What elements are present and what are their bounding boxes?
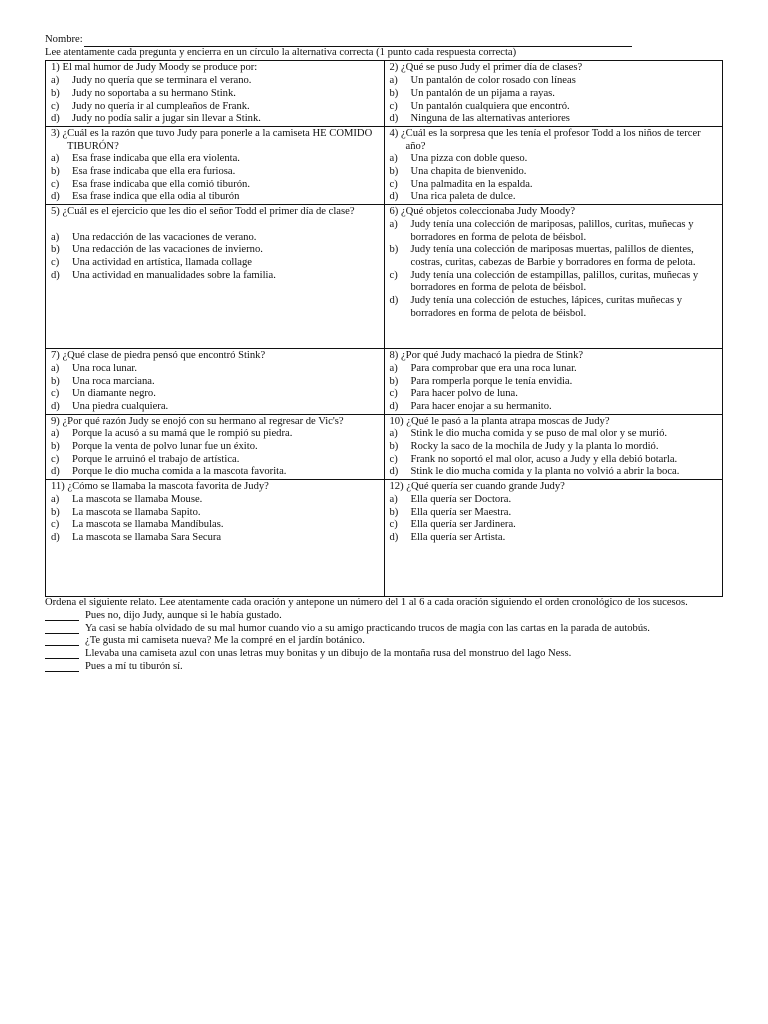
ordering-sentence: Ya casi se había olvidado de su mal humor cuando vio a su amigo practicando trucos de magia con las cartas en la parada de autobús. [85,622,650,634]
option-text: Para hacer enojar a su hermanito. [410,400,552,412]
answer-option[interactable] [390,166,720,179]
option-text: Un diamante negro. [72,388,156,400]
question-text: 4) ¿Cuál es la sorpresa que les tenía el profesor Todd a los niños de tercer año? [389,127,701,152]
ordering-sentence: Pues a mí tu tiburón sí. [85,660,183,672]
option-letter: b) [389,441,399,453]
option-text: Una redacción de las vacaciones de invierno. [72,244,263,256]
option-letter: c) [389,178,398,190]
option-text: Judy no soportaba a su hermano Stink. [72,87,236,99]
option-text: Una rica paleta de dulce. [410,191,516,203]
option-text: La mascota se llamaba Mandíbulas. [72,519,224,531]
option-text: Esa frase indicaba que ella comió tiburón. [72,178,250,190]
questions-table [45,60,723,597]
option-text: Ninguna de las alternativas anteriores [410,113,570,125]
option-text: Judy no podía salir a jugar sin llevar a Stink. [72,113,261,125]
option-letter: a) [51,231,60,243]
question-row [46,480,723,597]
answer-option[interactable] [390,113,720,126]
option-text: La mascota se llamaba Sara Secura [72,531,222,543]
order-number-blank[interactable] [45,610,79,621]
question-row [46,349,723,415]
option-letter: a) [51,362,60,374]
option-letter: d) [51,531,60,543]
option-letter: a) [389,75,398,87]
answer-option[interactable] [51,232,381,245]
option-letter: b) [389,244,399,256]
option-text: Ella quería ser Artista. [410,531,506,543]
question-text: 11) ¿Cómo se llamaba la mascota favorita de Judy? [51,481,269,493]
name-field[interactable] [84,36,632,47]
question-text: 1) El mal humor de Judy Moody se produce por: [51,62,258,74]
answer-option[interactable] [51,270,381,283]
option-letter: d) [389,191,399,203]
answer-option[interactable] [390,401,720,414]
option-text: Porque le dio mucha comida a la mascota favorita. [72,466,287,478]
question-text: 10) ¿Qué le pasó a la planta atrapa moscas de Judy? [389,415,610,427]
option-text: Judy no quería ir al cumpleaños de Frank. [72,100,250,112]
option-letter: a) [389,153,398,165]
option-text: Judy tenía una colección de estuches, lápices, curitas muñecas y borradores en forma de pelota de béisbol. [410,295,683,319]
answer-option[interactable] [390,363,720,376]
answer-option[interactable] [390,88,720,101]
answer-option[interactable] [390,441,720,454]
answer-option[interactable] [390,494,720,507]
option-letter: c) [51,453,60,465]
option-text: Judy tenía una colección de mariposas muertas, palillos de dientes, costras, curitas, cabezas de Barbie y borradores en forma de pelota. [410,244,696,268]
answer-option[interactable] [51,441,381,454]
answer-option[interactable] [51,257,381,270]
option-letter: a) [389,362,398,374]
ordering-item [45,635,723,648]
option-text: Una actividad en manualidades sobre la familia. [72,269,276,281]
answer-option[interactable] [390,388,720,401]
option-letter: c) [51,519,60,531]
question-cell [46,480,385,597]
option-letter: b) [51,441,60,453]
option-text: Judy tenía una colección de mariposas, palillos, curitas, muñecas y borradores en forma de pelota de béisbol. [410,218,694,243]
question-text: 2) ¿Qué se puso Judy el primer día de clases? [389,62,583,74]
answer-option[interactable] [390,75,720,88]
answer-option[interactable] [51,88,381,101]
question-row [46,126,723,204]
option-text: Una chapita de bienvenido. [410,166,527,178]
option-letter: a) [51,493,60,505]
option-text: Para romperla porque le tenía envidia. [410,375,573,387]
instructions: Lee atentamente cada pregunta y encierra en un círculo la alternativa correcta (1 punto cada respuesta correcta) [45,46,517,58]
option-letter: b) [51,166,60,178]
answer-option[interactable] [390,532,720,545]
answer-option[interactable] [390,219,720,244]
option-text: La mascota se llamaba Sapito. [72,506,201,518]
ordering-sentence: ¿Te gusta mi camiseta nueva? Me la compré en el jardín botánico. [85,635,365,647]
option-letter: d) [389,466,399,478]
option-letter: a) [51,428,60,440]
option-letter: b) [51,244,60,256]
option-letter: c) [51,178,60,190]
option-text: Rocky la saco de la mochila de Judy y la planta lo mordió. [410,441,659,453]
ordering-item [45,623,723,636]
answer-option[interactable] [390,428,720,441]
order-number-blank[interactable] [45,648,79,659]
option-text: Una redacción de las vacaciones de verano. [72,231,257,243]
option-letter: c) [51,388,60,400]
option-letter: b) [51,375,60,387]
option-letter: d) [51,400,60,412]
option-letter: d) [389,531,399,543]
answer-option[interactable] [51,153,381,166]
answer-option[interactable] [51,101,381,114]
option-text: Una palmadita en la espalda. [410,178,533,190]
option-letter: b) [51,506,60,518]
option-text: Una roca marciana. [72,375,155,387]
ordering-sentence: Llevaba una camiseta azul con unas letras muy bonitas y un dibujo de la montaña rusa del monstruo del lago Ness. [85,647,572,659]
question-cell [46,414,385,480]
question-text: 7) ¿Qué clase de piedra pensó que encontró Stink? [51,350,266,362]
option-text: Una piedra cualquiera. [72,400,169,412]
option-text: Esa frase indicaba que ella era furiosa. [72,166,236,178]
answer-option[interactable] [51,494,381,507]
question-cell [46,205,385,349]
option-text: Un pantalón de un pijama a rayas. [410,87,555,99]
question-row [46,414,723,480]
option-letter: c) [51,256,60,268]
answer-option[interactable] [51,191,381,204]
worksheet [45,34,723,673]
option-letter: d) [51,269,60,281]
answer-option[interactable] [51,363,381,376]
answer-option[interactable] [390,519,720,532]
order-number-blank[interactable] [45,635,79,646]
ordering-item [45,610,723,623]
answer-option[interactable] [51,519,381,532]
question-text: 5) ¿Cuál es el ejercicio que les dio el señor Todd el primer día de clase? [51,206,355,218]
answer-option[interactable] [51,376,381,389]
option-letter: c) [389,453,398,465]
answer-option[interactable] [51,75,381,88]
option-text: Ella quería ser Maestra. [410,506,512,518]
answer-option[interactable] [51,428,381,441]
answer-option[interactable] [390,376,720,389]
question-text: 6) ¿Qué objetos coleccionaba Judy Moody? [389,206,576,218]
question-cell [46,61,385,127]
option-letter: c) [389,269,398,281]
option-letter: b) [389,87,399,99]
option-letter: d) [389,295,399,307]
order-number-blank[interactable] [45,661,79,672]
option-letter: c) [389,100,398,112]
answer-option[interactable] [51,244,381,257]
option-letter: d) [51,113,60,125]
option-text: Un pantalón de color rosado con líneas [410,75,576,87]
option-letter: c) [389,519,398,531]
answer-option[interactable] [51,532,381,545]
option-text: Porque la acusó a su mamá que le rompió su piedra. [72,428,293,440]
option-text: Un pantalón cualquiera que encontró. [410,100,570,112]
answer-option[interactable] [390,179,720,192]
option-text: Esa frase indicaba que ella era violenta. [72,153,240,165]
question-text: 12) ¿Qué quería ser cuando grande Judy? [389,481,565,493]
option-letter: c) [389,388,398,400]
ordering-list [45,610,723,674]
answer-option[interactable] [51,166,381,179]
ordering-item [45,648,723,661]
order-number-blank[interactable] [45,623,79,634]
option-text: Porque le arruinó el trabajo de artística. [72,453,240,465]
question-text: 3) ¿Cuál es la razón que tuvo Judy para ponerle a la camiseta HE COMIDO TIBURÓN? [51,127,373,152]
option-text: La mascota se llamaba Mouse. [72,493,203,505]
option-text: Stink le dio mucha comida y la planta no volvió a abrir la boca. [410,466,680,478]
name-label: Nombre: [45,34,83,45]
answer-option[interactable] [51,507,381,520]
ordering-instructions: Ordena el siguiente relato. Lee atentamente cada oración y antepone un número del 1 al 6 a cada oración siguiendo el orden cronológico de los sucesos. [45,597,688,609]
question-cell [384,414,723,480]
answer-option[interactable] [51,113,381,126]
option-letter: a) [389,428,398,440]
question-cell [384,61,723,127]
option-letter: d) [389,113,399,125]
option-letter: b) [389,166,399,178]
option-text: Ella quería ser Doctora. [410,493,512,505]
option-text: Judy tenía una colección de estampillas, palillos, curitas, muñecas y borradores en forma de pelota de béisbol. [410,269,699,294]
answer-option[interactable] [390,270,720,295]
question-cell [384,126,723,204]
option-letter: b) [51,87,60,99]
answer-option[interactable] [390,191,720,204]
option-text: Una roca lunar. [72,362,138,374]
option-text: Para comprobar que era una roca lunar. [410,362,577,374]
ordering-sentence: Pues no, dijo Judy, aunque si le había gustado. [85,609,282,621]
answer-option[interactable] [390,244,720,269]
answer-option[interactable] [51,388,381,401]
answer-option[interactable] [51,466,381,479]
option-letter: d) [389,400,399,412]
option-letter: a) [389,218,398,230]
option-letter: c) [51,100,60,112]
answer-option[interactable] [390,507,720,520]
option-letter: b) [389,506,399,518]
answer-option[interactable] [390,101,720,114]
option-letter: b) [389,375,399,387]
option-text: Judy no quería que se terminara el verano. [72,75,252,87]
option-text: Una pizza con doble queso. [410,153,528,165]
option-letter: a) [51,75,60,87]
option-text: Esa frase indica que ella odia al tiburón [72,191,240,203]
option-text: Stink le dio mucha comida y se puso de mal olor y se murió. [410,428,668,440]
question-cell [384,205,723,349]
name-line [45,34,723,47]
answer-option[interactable] [51,401,381,414]
question-text: 9) ¿Por qué razón Judy se enojó con su hermano al regresar de Vic's? [51,415,344,427]
option-text: Una actividad en artística, llamada collage [72,256,253,268]
option-letter: a) [389,493,398,505]
question-row [46,205,723,349]
option-letter: d) [51,466,60,478]
option-text: Ella quería ser Jardinera. [410,519,516,531]
option-letter: d) [51,191,60,203]
question-text: 8) ¿Por qué Judy machacó la piedra de Stink? [389,350,584,362]
answer-option[interactable] [390,454,720,467]
answer-option[interactable] [51,454,381,467]
question-cell [384,480,723,597]
answer-option[interactable] [390,295,720,320]
question-row [46,61,723,127]
option-letter: a) [51,153,60,165]
answer-option[interactable] [51,179,381,192]
option-text: Frank no soportó el mal olor, acuso a Judy y ella debió botarla. [410,453,678,465]
ordering-item [45,661,723,674]
option-text: Porque la venta de polvo lunar fue un éxito. [72,441,258,453]
option-text: Para hacer polvo de luna. [410,388,518,400]
question-cell [46,349,385,415]
answer-option[interactable] [390,153,720,166]
question-cell [46,126,385,204]
question-cell [384,349,723,415]
answer-option[interactable] [390,466,720,479]
spacer [51,219,381,232]
